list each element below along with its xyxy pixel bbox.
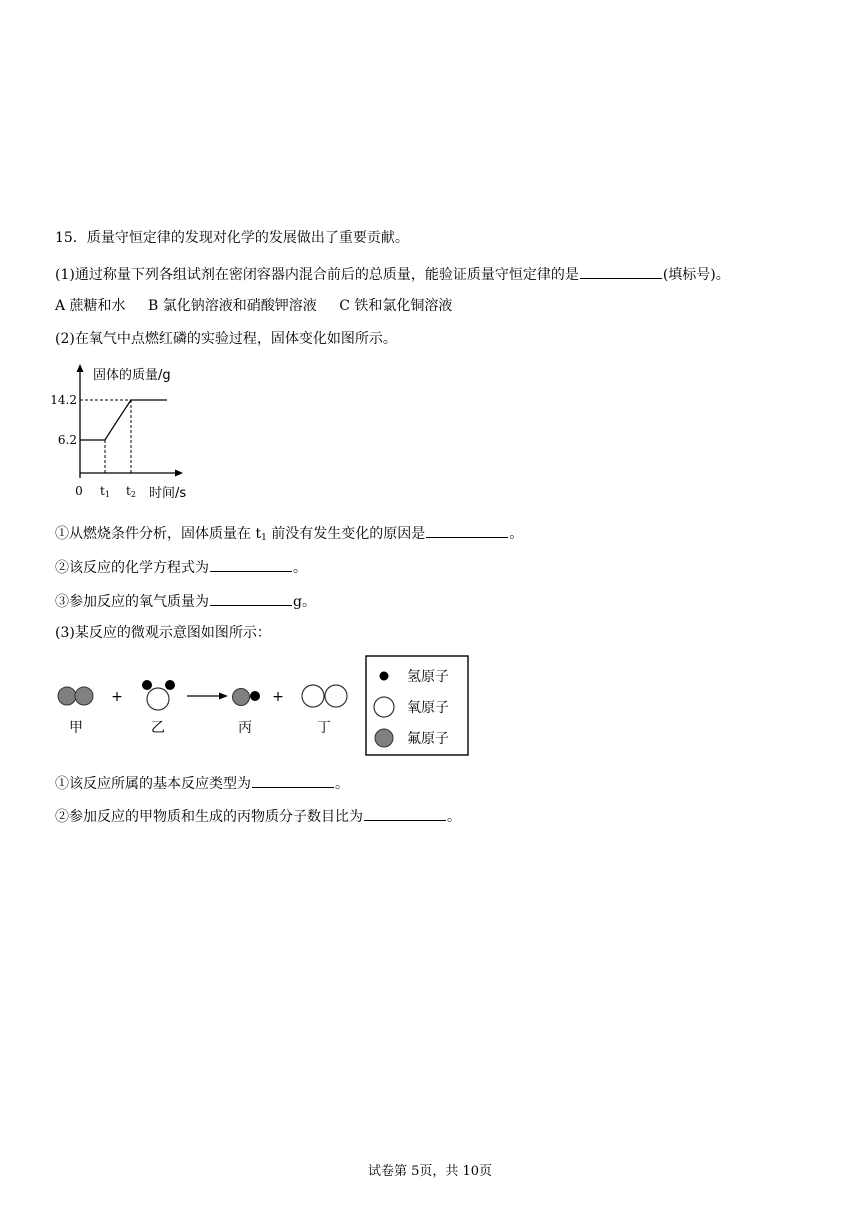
oxygen-atom (302, 685, 324, 707)
legend-hydrogen-label: 氢原子 (407, 669, 449, 685)
part2-q3-text: ③参加反应的氧气质量为 (55, 594, 209, 610)
part2-q3-answer-blank[interactable] (210, 591, 292, 606)
legend-hydrogen-icon (380, 672, 389, 681)
part3-q1: ①该反应所属的基本反应类型为 。 (55, 773, 349, 793)
molecule-jia (58, 687, 93, 705)
x-tick-t1: t1 (100, 484, 110, 499)
option-a: A 蔗糖和水 (55, 298, 126, 314)
part2-q1-answer-blank[interactable] (426, 523, 508, 538)
plus-sign: + (272, 689, 284, 705)
reaction-arrow-head (219, 693, 228, 700)
part2-q2: ②该反应的化学方程式为 。 (55, 557, 307, 577)
option-c: C 铁和氯化铜溶液 (339, 298, 453, 314)
part3-q1-text: ①该反应所属的基本反应类型为 (55, 776, 251, 792)
part3-q2-text: ②参加反应的甲物质和生成的丙物质分子数目比为 (55, 809, 363, 825)
y-tick-14-2: 14.2 (50, 393, 77, 407)
part2-q1-text-after: 前没有发生变化的原因是 (266, 526, 426, 542)
legend-oxygen-label: 氧原子 (407, 700, 449, 716)
reaction-diagram (50, 654, 480, 760)
y-axis-label: 固体的质量/g (93, 368, 171, 383)
plus-sign: + (111, 689, 123, 705)
molecule-yi (142, 680, 175, 710)
part2-q2-text: ②该反应的化学方程式为 (55, 560, 209, 576)
y-axis-arrow (77, 364, 84, 372)
part1-answer-blank[interactable] (580, 264, 662, 279)
t1-subscript: 1 (261, 533, 267, 543)
legend-fluorine-icon (375, 729, 393, 747)
part2-intro: (2)在氧气中点燃红磷的实验过程，固体变化如图所示。 (55, 331, 397, 347)
label-bing: 丙 (238, 720, 252, 736)
part3-q2: ②参加反应的甲物质和生成的丙物质分子数目比为 。 (55, 806, 461, 826)
question-number: 15 (55, 230, 73, 246)
mass-time-chart (50, 360, 215, 505)
question-stem-text: 质量守恒定律的发现对化学的发展做出了重要贡献。 (86, 230, 409, 246)
part1-options (55, 297, 470, 315)
mass-curve (80, 400, 167, 440)
part2-q3: ③参加反应的氧气质量为 g。 (55, 591, 316, 611)
oxygen-atom (147, 688, 169, 710)
atom-legend (366, 656, 468, 755)
question-stem: 15．质量守恒定律的发现对化学的发展做出了重要贡献。 (55, 230, 409, 246)
part2-q1: ①从燃烧条件分析，固体质量在 $t_1$ 前没有发生变化的原因是 。 (55, 523, 523, 547)
label-jia: 甲 (69, 720, 83, 736)
part3-intro: (3)某反应的微观示意图如图所示： (55, 625, 271, 641)
legend-oxygen-icon (374, 697, 394, 717)
y-tick-6-2: 6.2 (57, 433, 77, 447)
fluorine-atom (58, 687, 76, 705)
label-ding: 丁 (317, 720, 331, 736)
part2-q2-answer-blank[interactable] (210, 557, 292, 572)
molecule-ding (302, 685, 347, 707)
page-footer: 试卷第 5页，共 10页 (367, 1164, 493, 1179)
part1-question (55, 264, 730, 284)
label-yi: 乙 (151, 720, 165, 736)
molecule-bing (233, 689, 261, 706)
part2-q1-text: ①从燃烧条件分析，固体质量在 t (55, 526, 262, 542)
x-axis-arrow (175, 470, 183, 477)
part1-text-after: (填标号)。 (662, 267, 730, 283)
origin-label: 0 (75, 484, 83, 498)
part1-text: (1)通过称量下列各组试剂在密闭容器内混合前后的总质量，能验证质量守恒定律的是 (55, 267, 579, 283)
x-axis-label: 时间/s (149, 486, 187, 501)
oxygen-atom (325, 685, 347, 707)
hydrogen-atom (250, 691, 260, 701)
x-tick-t2: t2 (126, 484, 136, 499)
part3-q2-answer-blank[interactable] (364, 806, 446, 821)
option-b: B 氯化钠溶液和硝酸钾溶液 (148, 298, 317, 314)
hydrogen-atom (142, 680, 152, 690)
fluorine-atom (233, 689, 250, 706)
legend-fluorine-label: 氟原子 (407, 731, 449, 747)
hydrogen-atom (165, 680, 175, 690)
fluorine-atom (75, 687, 93, 705)
part3-q1-answer-blank[interactable] (252, 773, 334, 788)
